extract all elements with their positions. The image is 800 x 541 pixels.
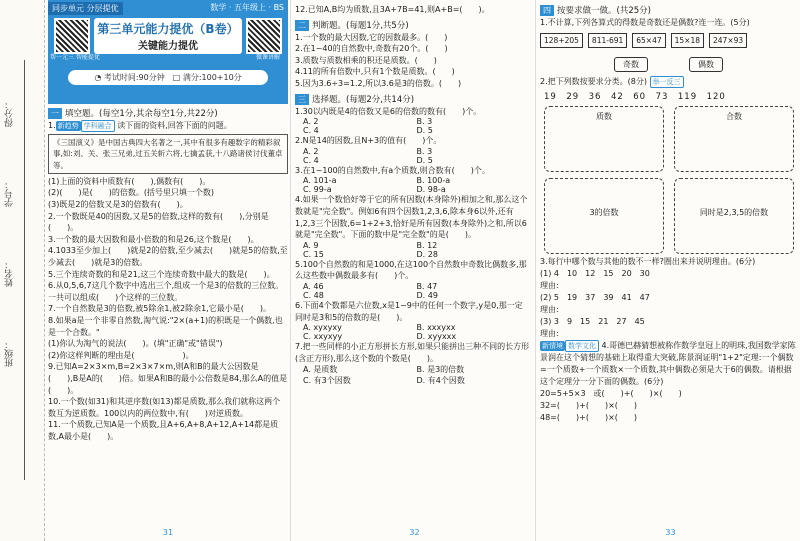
choice-5: 5.100个自然数的和是1000,在这100个自然数中奇数比偶数多,那么这些数中偶数最多有( )个。 [295,259,527,281]
choice-5-options: A. 46 B. 47 C. 48 D. 49 [303,281,438,300]
new-trend-tag: 新趋势 [57,122,79,130]
prime-box[interactable]: 质数 [544,106,664,172]
binding-line [24,60,25,480]
question-5: 5.三个连续奇数的和是21,这三个连续奇数中最大的数是( )。 [48,269,275,279]
category-row [540,52,797,76]
task-1: 1.不计算,下列各算式的得数是奇数还是偶数?连一连。(5分) [540,18,750,27]
question-9: 9.已知A=2×3×m,B=2×3×7×m,则A和B的最大公因数是( ),B是A的( )倍。如果A和B的最小公倍数是84,那么A的值是( )。 [48,362,288,395]
expression-5[interactable]: 247×93 [709,33,747,48]
question-11: 11.一个质数,已知A是一个质数,且A+6,A+8,A+12,A+14都是质数,A最小是( )。 [48,420,279,441]
expression-4[interactable]: 15×18 [671,33,704,48]
header-banner [48,0,288,104]
even-category[interactable]: 偶数 [689,57,723,72]
reason-3[interactable]: 理由: [540,329,559,339]
judge-2: 2.在1~40的自然数中,奇数有20个。( ) [295,44,448,54]
section-1-heading [48,107,288,119]
multiple-of-2-3-5-box[interactable]: 同时是2,3,5的倍数 [674,178,794,254]
choice-7: 7.把一些同样的小正方形拼长方形,如果只能拼出三种不同的长方形(含正方形),那么这个数的个数是( )。 [295,342,530,363]
reading-passage: 《三国演义》是中国古典四大名著之一,其中有很多有趣数字的精彩叙事,如:刘、关、张三兄弟,过五关斩六将,七擒孟获,十八路诸侯讨伐董卓等。 [48,134,288,174]
page-title: 第三单元能力提优（B卷） [97,22,239,36]
task-2: 2.把下列数按要求分类。(8分) 举一反三 [540,76,797,88]
name-label: 姓名： [5,260,15,287]
class-label: 班级： [5,340,15,367]
question-4: 4.1033至少加上( )就是2的倍数,至少减去( )就是5的倍数,至少减去( )就是3的倍数。 [48,246,288,268]
expression-2[interactable]: 811-691 [588,33,627,48]
section-3-heading: 三 选择题。(每题2分,共14分) [295,93,530,105]
equation-1: 20=5+5×3 或( )+( )×( ) [540,389,682,399]
question-1-1: (1)上面的资料中质数有( ),偶数有( )。 [48,176,211,186]
choice-3: 3.在1~100的自然数中,有a个质数,则合数有( )个。 [295,165,490,175]
expression-1[interactable]: 128+205 [540,33,583,48]
section-1-title: 填空题。(每空1分,其余每空1分,共22分) [65,109,218,119]
qr-right-icon[interactable] [246,18,282,54]
multiple-of-3-box[interactable]: 3的倍数 [544,178,664,254]
full-score: 满分:100+10分 [182,73,242,82]
row-2: (2) 5 19 37 39 41 47 [540,293,650,303]
task-3: 3.每行中哪个数与其他的数不一样?圈出来并说明理由。(6分) [540,256,756,266]
judge-1: 1.一个数的最大因数,它的因数最多。( ) [295,32,448,42]
number-list: 19 29 36 42 60 73 119 120 [544,91,726,102]
reason-2[interactable]: 理由: [540,305,559,315]
extend-link[interactable]: 举一反三 [650,76,684,88]
choice-4-options: A. 9 B. 12 C. 15 D. 28 [303,240,438,259]
task-4: 新情境 数学文化 4.哥德巴赫猜想被称作数学皇冠上的明珠,我国数学家陈景润在这个猜想的基础上取得重大突破,陈景润证明"1+2"定理:一个偶数=一个质数+一个质数×一个质数,其中偶数必须是大于6的偶数。请根据这个定理分一分下面的偶数。(6分) [540,341,796,386]
page-number-32: 32 [409,528,420,537]
choice-7-options: A. 是质数 B. 是3的倍数 C. 有3个因数 D. 有4个因数 [303,365,465,386]
equation-3: 48=( )+( )×( ) [540,413,638,423]
page-31 [48,0,288,541]
choice-2: 2.N是14的因数,且N+3的值有( )个。 [295,136,442,146]
question-8-1: (1)你认为淘气的说法( )。(填"正确"或"错误") [48,339,223,349]
page-number-31: 31 [162,528,174,537]
qr-right-caption: 微课讲解 [255,54,280,61]
reason-1[interactable]: 理由: [540,281,559,291]
question-1-3: (3)既是2的倍数又是3的倍数有( )。 [48,200,188,210]
section-1-num: 一 [48,108,62,119]
question-1: 1. 新趋势 学科融合 读下面的资料,回答下面的问题。 [48,120,288,132]
question-7: 7.一个自然数是3的倍数,被5除余1,被2除余1,它最小是( )。 [48,304,271,314]
choice-1: 1.30以内既是4的倍数又是6的倍数的数有( )个。 [295,106,482,116]
choice-1-options: A. 2 B. 3 C. 4 D. 5 [303,117,433,136]
choice-4: 4.如果一个数恰好等于它的所有因数(本身除外)相加之和,那么这个数就是"完全数"。例如6有四个因数1,2,3,6,除本身6以外,还有1,2,3三个因数,6=1+2+3,恰好是所有因数(本身除外)之和,所以6就是"完全数"。下面的数中是"完全数"的是( )。 [295,195,528,240]
composite-box[interactable]: 合数 [674,106,794,172]
choice-2-options: A. 2 B. 3 C. 4 D. 5 [303,146,433,165]
question-6: 6.从0,5,6,7这几个数字中选出三个,组成一个是3的倍数的三位数。一共可以组成( )个这样的三位数。 [48,281,284,302]
qr-left-icon[interactable] [54,18,90,54]
section-4-heading: 四 按要求做一做。(共25分) [540,4,797,16]
row-1: (1) 4 10 12 15 20 30 [540,269,650,279]
page-33 [535,0,797,541]
page-subtitle: 关键能力提优 [138,41,198,52]
judge-5: 5.因为3.6÷3=1.2,所以3.6是3的倍数。( ) [295,78,462,88]
time-limit: 考试时间:90分钟 [103,73,165,82]
title-box [94,18,242,54]
series-tag: 同步单元 分层提优 [48,2,123,15]
binding-margin [0,0,45,541]
student-no-label: 学号： [5,180,15,207]
question-2: 2.一个数既是40的因数,又是5的倍数,这样的数有( ),分别是( )。 [48,211,269,233]
row-3: (3) 3 9 15 21 27 45 [540,317,645,327]
page-number-33: 33 [665,528,676,537]
question-10: 10.一个数(如31)和其逆序数(如13)都是质数,那么我们就称这两个数互为逆质数。100以内的两位数中,有( )对逆质数。 [48,397,281,418]
equation-2: 32=( )+( )×( ) [540,401,638,411]
choice-3-options: A. 101-a B. 100-a C. 99-a D. 98-a [303,176,451,195]
question-3: 3.一个数的最大因数和最小倍数的和是26,这个数是( )。 [48,234,259,244]
question-1-2: (2)( )是( )的倍数。(括号里只填一个数) [48,188,215,198]
choice-6: 6.下面4个数都是六位数,x是1~9中的任何一个数字,y是0,那一定同时是3和5的倍数的是( )。 [295,300,523,322]
score-label: 得分： [5,100,15,127]
question-8-2: (2)你这样判断的理由是( )。 [48,350,194,360]
qr-left-caption: 帮一元三 智能提优 [50,54,100,61]
odd-category[interactable]: 奇数 [614,57,648,72]
subject-fusion-tag: 学科融合 [81,120,115,132]
choice-6-options: A. xyxyxy B. xxxyxx C. xxyxyy D. xyyxxx [303,323,457,342]
expression-3[interactable]: 65×47 [632,33,665,48]
subject-label: 数学 · 五年级上 · BS [210,3,284,12]
classify-area [540,106,797,256]
judge-4: 4.11的所有倍数中,只有1个数是质数。( ) [295,67,455,77]
expression-row [540,33,797,48]
section-2-heading: 二 判断题。(每题1分,共5分) [295,19,530,31]
question-12: 12.已知A,B均为质数,且3A+7B=41,则A+B=( )。 [295,5,490,14]
judge-3: 3.质数与质数相乘的积还是质数。( ) [295,55,437,65]
page-32 [290,0,530,541]
time-score-bar: ◔ 考试时间:90分钟 □ 满分:100+10分 [68,70,268,85]
question-8: 8.如果a是一个非零自然数,淘气说:"2×(a+1)的积既是一个偶数,也是一个合数。" [48,316,283,337]
